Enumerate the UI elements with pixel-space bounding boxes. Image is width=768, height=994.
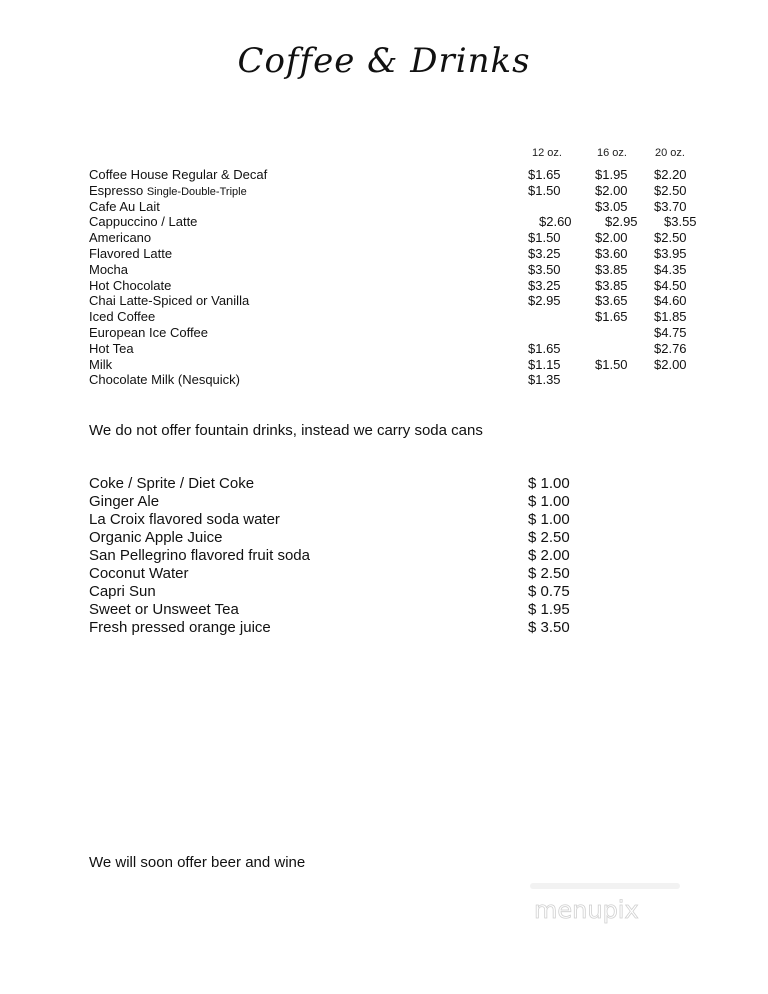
price-16oz: $3.05 [595,198,628,214]
coffee-item-label: European Ice Coffee [89,325,209,340]
coffee-row [0,214,768,230]
drink-row [0,511,768,529]
drink-row [0,601,768,619]
coffee-item-name [89,357,112,372]
coffee-item-label: Coffee House Regular & Decaf [89,167,268,182]
drink-name: Sweet or Unsweet Tea [89,601,239,618]
drink-price: $ 1.00 [528,511,570,528]
drink-row [0,619,768,637]
drink-row [0,583,768,601]
coffee-row [0,183,768,199]
watermark-logo [528,880,688,930]
price-20oz: $2.76 [654,340,687,356]
coffee-item-name [89,230,151,245]
drink-name: Coconut Water [89,565,189,582]
coffee-row [0,262,768,278]
price-16oz: $2.95 [605,214,638,230]
drink-name: San Pellegrino flavored fruit soda [89,547,310,564]
menu-title-text: Coffee & Drinks [237,41,531,81]
drink-name: Coke / Sprite / Diet Coke [89,475,255,492]
price-12oz: $1.50 [528,230,561,246]
coffee-item-name [89,246,172,261]
price-16oz: $1.50 [595,356,628,372]
price-20oz: $4.35 [654,261,687,277]
price-12oz: $1.50 [528,182,561,198]
coffee-item-label: Hot Tea [89,340,134,356]
coffee-row [0,167,768,183]
coffee-item-name [89,262,128,277]
coffee-item-label: Iced Coffee [89,309,156,325]
watermark-text: menupix [534,896,639,924]
coffee-item-label: Mocha [89,261,129,277]
price-16oz: $1.95 [595,167,628,182]
coffee-item-name [89,183,247,198]
drink-row [0,547,768,565]
drink-price: $ 2.50 [528,529,570,546]
price-20oz: $3.70 [654,198,687,214]
coffee-item-name [89,199,160,214]
menu-title [0,30,768,110]
coffee-item-label: Cafe Au Lait [89,198,160,214]
price-20oz: $3.95 [654,246,687,261]
price-12oz: $3.25 [528,277,561,293]
price-12oz: $1.35 [528,372,561,388]
price-20oz: $2.50 [654,182,687,198]
fountain-drinks-note: We do not offer fountain drinks, instead we carry soda cans [89,422,483,439]
coffee-item-name [89,293,249,308]
coffee-row [0,341,768,357]
drink-row [0,565,768,583]
coffee-item-label: Chai Latte-Spiced or Vanilla [89,293,250,309]
drink-name: La Croix flavored soda water [89,511,280,528]
drink-name: Capri Sun [89,583,156,600]
coffee-item-label: Espresso [89,182,144,198]
coffee-row [0,246,768,262]
price-20oz: $4.50 [654,277,687,293]
price-20oz: $2.50 [654,230,687,246]
price-16oz: $3.60 [595,246,628,261]
coffee-item-name [89,167,267,182]
price-12oz: $1.15 [528,356,561,372]
drink-name: Ginger Ale [89,493,160,510]
coffee-row [0,372,768,388]
price-12oz: $1.65 [528,340,561,356]
price-12oz: $3.50 [528,261,561,277]
drink-name: Organic Apple Juice [89,529,223,546]
price-16oz: $3.85 [595,277,628,293]
drink-price: $ 1.00 [528,475,570,492]
price-12oz: $2.95 [528,293,561,309]
drink-price: $ 0.75 [528,583,570,600]
drink-name: Fresh pressed orange juice [89,619,271,636]
coffee-row [0,357,768,373]
drink-row [0,475,768,493]
drink-price: $ 2.50 [528,565,570,582]
price-20oz: $4.60 [654,293,687,309]
coffee-item-name [89,372,240,387]
price-12oz: $3.25 [528,246,561,261]
coffee-item-name [89,325,208,340]
price-16oz: $3.65 [595,293,628,309]
size-header-12oz: 12 oz. [532,147,562,159]
coffee-item-label: Cappuccino / Latte [89,214,198,230]
coffee-row [0,199,768,215]
price-16oz: $3.85 [595,261,628,277]
price-20oz: $2.20 [654,167,687,182]
coffee-item-name [89,341,134,356]
coffee-row [0,230,768,246]
price-16oz: $2.00 [595,230,628,246]
price-16oz: $1.65 [595,309,628,325]
drink-price: $ 3.50 [528,619,570,636]
price-20oz: $3.55 [664,214,697,230]
size-header-20oz: 20 oz. [655,147,685,159]
price-12oz: $2.60 [539,214,572,230]
coffee-item-label: Milk [89,356,113,372]
drink-price: $ 2.00 [528,547,570,564]
beer-wine-note: We will soon offer beer and wine [89,854,306,871]
coffee-item-name [89,309,155,324]
menu-title-script [0,30,768,110]
coffee-row [0,293,768,309]
drink-row [0,493,768,511]
coffee-row [0,325,768,341]
menupix-watermark [528,880,688,930]
coffee-item-sublabel: Single-Double-Triple [146,185,247,198]
price-20oz: $4.75 [654,325,687,340]
coffee-item-label: Chocolate Milk (Nesquick) [89,372,240,388]
coffee-row [0,278,768,294]
price-12oz: $1.65 [528,167,561,182]
coffee-item-name [89,278,171,293]
coffee-item-name [89,214,197,229]
price-16oz: $2.00 [595,182,628,198]
coffee-item-label: Flavored Latte [89,246,173,261]
coffee-item-label: Hot Chocolate [89,277,172,293]
price-20oz: $1.85 [654,309,687,325]
drink-price: $ 1.00 [528,493,570,510]
coffee-item-label: Americano [89,230,152,246]
coffee-row [0,309,768,325]
price-20oz: $2.00 [654,356,687,372]
drink-row [0,529,768,547]
size-header-16oz: 16 oz. [597,147,627,159]
drink-price: $ 1.95 [528,601,570,618]
